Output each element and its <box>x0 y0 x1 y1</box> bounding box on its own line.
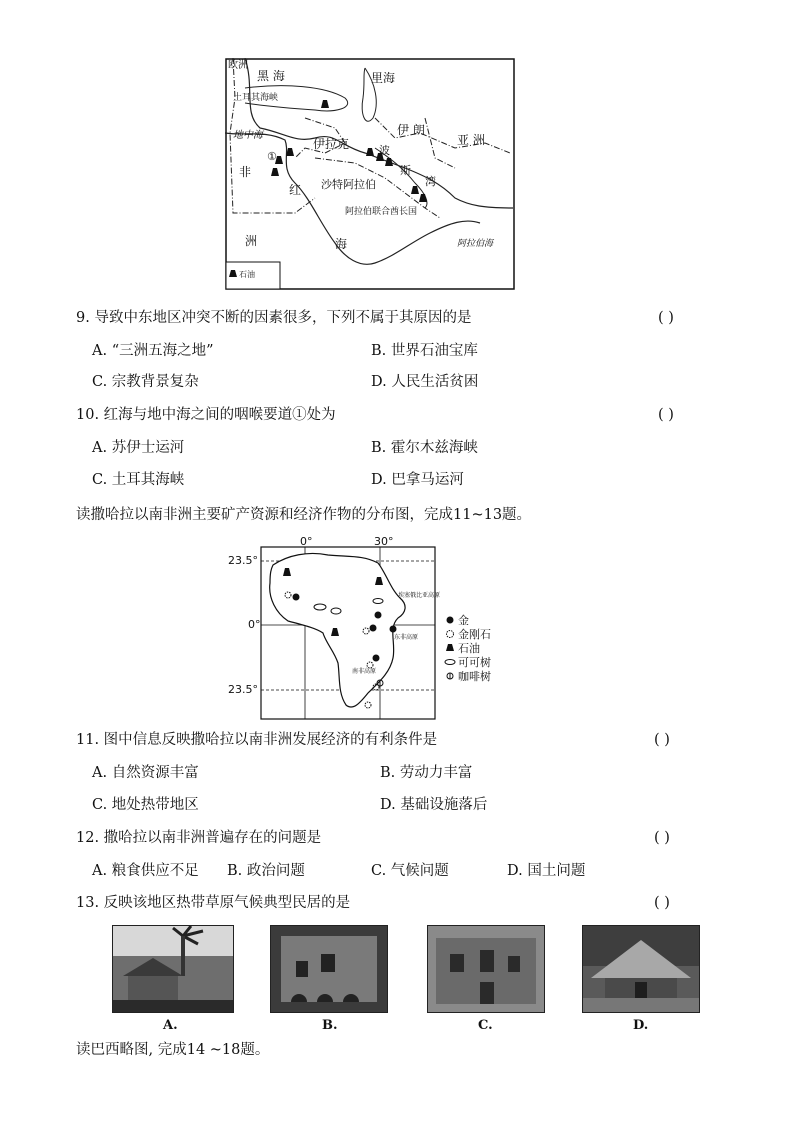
lat-eq: 0° <box>248 618 261 631</box>
label-point1: ① <box>267 150 277 163</box>
q9-option-c[interactable]: C. 宗教背景复杂 <box>92 374 199 390</box>
photo-a-house[interactable] <box>112 925 234 1013</box>
map2-legend <box>445 613 491 683</box>
legend-oil2: 石油 <box>458 642 480 655</box>
label-iran: 伊 朗 <box>397 123 425 137</box>
label-turkish-strait: 土耳其海峡 <box>233 93 279 103</box>
label-ethiopia: 埃塞俄比亚高原 <box>398 592 441 599</box>
q9-option-b[interactable]: B. 世界石油宝库 <box>371 343 478 359</box>
label-gulf2: 斯 <box>400 164 411 177</box>
q11-option-c[interactable]: C. 地处热带地区 <box>92 797 199 813</box>
q12-option-b[interactable]: B. 政治问题 <box>227 863 305 879</box>
q10-option-a[interactable]: A. 苏伊士运河 <box>92 440 185 456</box>
label-gulf1: 波 <box>379 144 390 157</box>
legend-cocoa: 可可树 <box>458 656 491 669</box>
intro-11-13: 读撒哈拉以南非洲主要矿产资源和经济作物的分布图，完成11~13题。 <box>76 507 532 523</box>
q11-stem: 11. 图中信息反映撒哈拉以南非洲发展经济的有利条件是 <box>76 732 438 748</box>
q12-option-c[interactable]: C. 气候问题 <box>371 863 449 879</box>
label-asia: 亚 洲 <box>457 133 485 147</box>
lon30: 30° <box>374 535 394 548</box>
middle-east-map <box>225 58 515 290</box>
q11-option-a[interactable]: A. 自然资源丰富 <box>92 765 199 781</box>
q9-stem: 9. 导致中东地区冲突不断的因素很多，下列不属于其原因的是 <box>76 310 472 326</box>
label-mediterranean: 地中海 <box>233 130 263 141</box>
legend-diamond: 金刚石 <box>458 628 491 641</box>
label-red-sea2: 海 <box>335 237 348 251</box>
q9-option-a[interactable]: A. “三洲五海之地” <box>92 343 214 359</box>
label-africa2: 洲 <box>245 234 258 248</box>
q12-stem: 12. 撒哈拉以南非洲普遍存在的问题是 <box>76 830 322 846</box>
q11-answer-paren[interactable]: ( ) <box>654 732 670 748</box>
label-south-africa: 南非高原 <box>352 668 377 675</box>
q11-option-d[interactable]: D. 基础设施落后 <box>380 797 488 813</box>
africa-resource-map <box>228 533 508 723</box>
photo-c-label: C. <box>478 1018 493 1033</box>
label-uae: 阿拉伯联合酋长国 <box>345 207 418 217</box>
photo-d-label: D. <box>633 1018 649 1033</box>
label-red-sea1: 红 <box>289 183 302 197</box>
q10-answer-paren[interactable]: ( ) <box>658 407 674 423</box>
label-arabian-sea: 阿拉伯海 <box>457 239 494 249</box>
lon0: 0° <box>300 535 313 548</box>
q12-option-d[interactable]: D. 国土问题 <box>507 863 586 879</box>
photo-b-house[interactable] <box>270 925 388 1013</box>
label-africa1: 非 <box>239 165 252 179</box>
legend-gold: 金 <box>458 614 469 627</box>
label-east-africa: 东非高原 <box>394 634 419 641</box>
label-europe: 欧洲 <box>228 60 248 71</box>
label-caspian: 里海 <box>371 71 396 85</box>
q10-option-c[interactable]: C. 土耳其海峡 <box>92 472 185 488</box>
label-iraq: 伊拉克 <box>313 137 350 151</box>
legend-oil: 石油 <box>239 270 255 279</box>
q9-option-d[interactable]: D. 人民生活贫困 <box>371 374 479 390</box>
q10-option-b[interactable]: B. 霍尔木兹海峡 <box>371 440 478 456</box>
q10-stem: 10. 红海与地中海之间的咽喉要道①处为 <box>76 407 336 423</box>
q12-option-a[interactable]: A. 粮食供应不足 <box>92 863 199 879</box>
label-black-sea: 黑 海 <box>257 69 285 83</box>
legend-coffee: 咖啡树 <box>458 670 491 683</box>
photo-b-label: B. <box>322 1018 338 1033</box>
photo-c-house[interactable] <box>427 925 545 1013</box>
label-gulf3: 湾 <box>425 175 436 188</box>
photo-a-label: A. <box>163 1018 178 1033</box>
label-saudi: 沙特阿拉伯 <box>321 178 376 191</box>
q10-option-d[interactable]: D. 巴拿马运河 <box>371 472 464 488</box>
q13-answer-paren[interactable]: ( ) <box>654 895 670 911</box>
q13-stem: 13. 反映该地区热带草原气候典型民居的是 <box>76 895 351 911</box>
q9-answer-paren[interactable]: ( ) <box>658 310 674 326</box>
photo-d-house[interactable] <box>582 925 700 1013</box>
q11-option-b[interactable]: B. 劳动力丰富 <box>380 765 473 781</box>
q12-answer-paren[interactable]: ( ) <box>654 830 670 846</box>
lat-bottom: 23.5° <box>228 683 258 696</box>
lat-top: 23.5° <box>228 554 258 567</box>
intro-14-18: 读巴西略图, 完成14 ~18题。 <box>76 1042 270 1058</box>
